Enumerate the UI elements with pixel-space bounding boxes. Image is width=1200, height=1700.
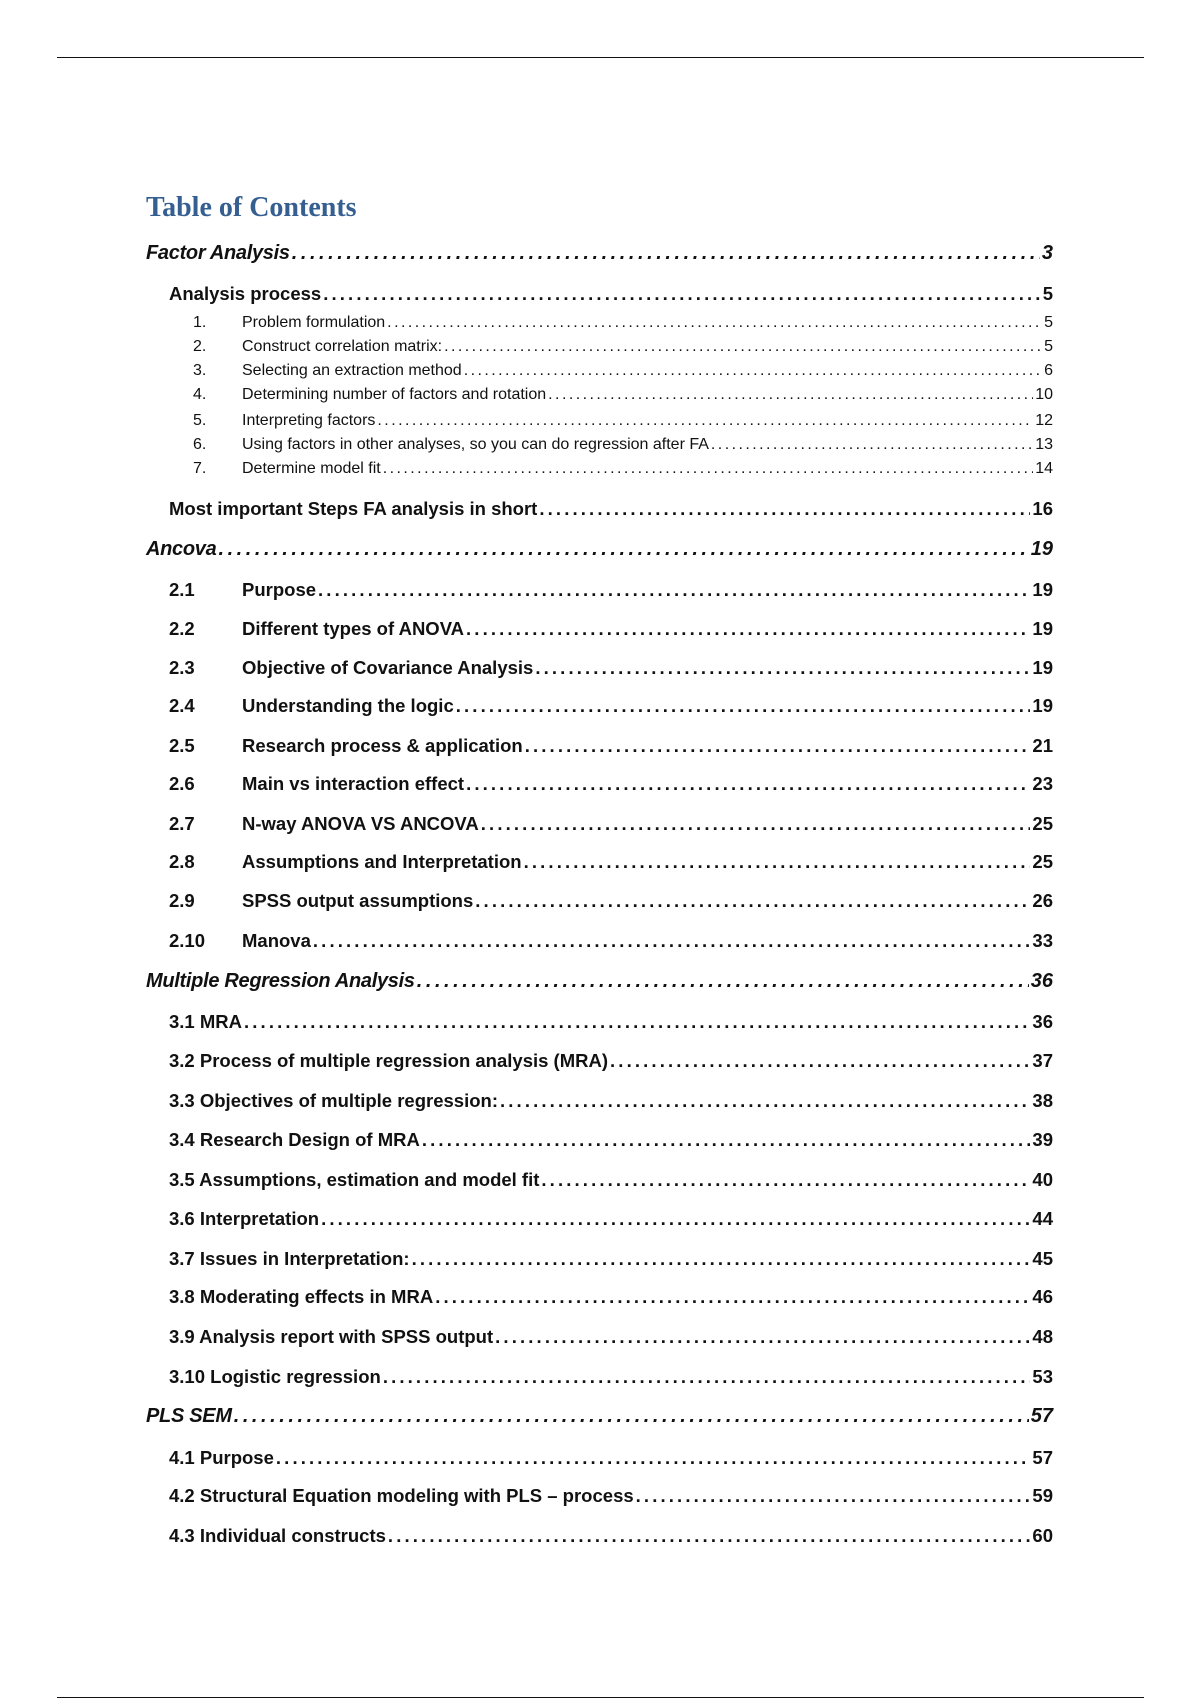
toc-entry-label: 3.8 Moderating effects in MRA — [169, 1286, 434, 1307]
toc-entry-page: 10 — [1035, 386, 1053, 403]
toc-entry-page: 12 — [1035, 412, 1053, 429]
toc-entry[interactable] — [169, 851, 1053, 875]
toc-entry-number: 2. — [193, 338, 207, 355]
toc-entry-label: Most important Steps FA analysis in short — [169, 498, 538, 519]
toc-entry[interactable] — [169, 1129, 1053, 1153]
toc-entry[interactable] — [193, 460, 1053, 480]
toc-entry-number: 4. — [193, 386, 207, 403]
toc-entry-label: Manova — [242, 930, 311, 951]
toc-entry-page: 25 — [1032, 813, 1053, 834]
dot-leader — [323, 283, 1041, 305]
toc-entry-label: Interpreting factors — [242, 412, 376, 429]
toc-entry-page: 19 — [1032, 579, 1053, 600]
toc-entry[interactable] — [169, 1011, 1053, 1035]
toc-entry-page: 6 — [1044, 362, 1053, 379]
dot-leader — [313, 930, 1031, 952]
dot-leader — [541, 1169, 1030, 1191]
toc-entry-number: 2.1 — [169, 579, 195, 600]
toc-entry-page: 16 — [1032, 498, 1053, 519]
toc-entry[interactable] — [146, 242, 1053, 268]
toc-entry-number: 2.4 — [169, 695, 195, 716]
toc-entry-label: Purpose — [242, 579, 317, 600]
dot-leader — [387, 314, 1042, 332]
dot-leader — [535, 657, 1030, 679]
toc-entry-page: 26 — [1032, 890, 1053, 911]
toc-entry[interactable] — [169, 1050, 1053, 1074]
toc-entry-page: 57 — [1030, 1405, 1053, 1427]
dot-leader — [276, 1447, 1031, 1469]
toc-entry[interactable] — [169, 930, 1053, 954]
toc-entry-label: Selecting an extraction method — [242, 362, 462, 379]
header-rule — [57, 57, 1144, 58]
toc-entry-label: 3.5 Assumptions, estimation and model fit — [169, 1169, 540, 1190]
toc-entry[interactable] — [193, 386, 1053, 406]
toc-entry-page: 13 — [1035, 436, 1053, 453]
toc-entry-page: 46 — [1032, 1286, 1053, 1307]
toc-entry[interactable] — [193, 436, 1053, 456]
toc-entry-label: 3.3 Objectives of multiple regression: — [169, 1090, 498, 1111]
toc-entry[interactable] — [193, 314, 1053, 334]
toc-entry[interactable] — [169, 1248, 1053, 1272]
toc-entry[interactable] — [169, 735, 1053, 759]
toc-entry-label: Different types of ANOVA — [242, 618, 465, 639]
toc-entry-label: Assumptions and Interpretation — [242, 851, 522, 872]
toc-entry-page: 59 — [1032, 1485, 1053, 1506]
toc-entry-page: 19 — [1030, 538, 1053, 560]
toc-entry-number: 7. — [193, 460, 207, 477]
toc-entry-page: 5 — [1042, 283, 1053, 304]
toc-entry-label: 3.9 Analysis report with SPSS output — [169, 1326, 494, 1347]
dot-leader — [539, 498, 1030, 520]
toc-entry[interactable] — [169, 618, 1053, 642]
toc-entry-label: Analysis process — [169, 283, 322, 304]
toc-entry-number: 5. — [193, 412, 207, 429]
toc-entry-label: 3.6 Interpretation — [169, 1208, 320, 1229]
toc-entry-page: 38 — [1032, 1090, 1053, 1111]
dot-leader — [636, 1485, 1031, 1507]
toc-entry-number: 1. — [193, 314, 207, 331]
toc-entry-label: PLS SEM — [146, 1405, 232, 1427]
toc-entry[interactable] — [193, 338, 1053, 358]
toc-entry-label: Research process & application — [242, 735, 523, 756]
toc-entry[interactable] — [169, 1286, 1053, 1310]
toc-entry[interactable] — [169, 1447, 1053, 1471]
toc-entry-page: 19 — [1032, 657, 1053, 678]
toc-entry-page: 36 — [1032, 1011, 1053, 1032]
toc-entry-number: 2.8 — [169, 851, 195, 872]
toc-entry-page: 3 — [1041, 242, 1053, 264]
toc-entry-label: 4.3 Individual constructs — [169, 1525, 386, 1546]
dot-leader — [388, 1525, 1031, 1547]
toc-entry-page: 5 — [1044, 314, 1053, 331]
toc-entry-label: 4.1 Purpose — [169, 1447, 274, 1468]
toc-entry-label: 3.2 Process of multiple regression analysis (MRA) — [169, 1050, 609, 1071]
dot-leader — [466, 618, 1030, 640]
toc-entry[interactable] — [169, 1208, 1053, 1232]
toc-entry[interactable] — [169, 813, 1053, 837]
dot-leader — [456, 695, 1031, 717]
toc-entry[interactable] — [169, 1525, 1053, 1549]
dot-leader — [481, 813, 1031, 835]
toc-entry-page: 44 — [1032, 1208, 1053, 1229]
toc-entry-number: 2.2 — [169, 618, 195, 639]
toc-entry-number: 6. — [193, 436, 207, 453]
dot-leader — [234, 1405, 1029, 1428]
dot-leader — [377, 412, 1033, 430]
toc-entry-label: Problem formulation — [242, 314, 386, 331]
toc-entry-label: Ancova — [146, 538, 217, 560]
toc-entry-page: 39 — [1032, 1129, 1053, 1150]
dot-leader — [321, 1208, 1030, 1230]
toc-entry-label: SPSS output assumptions — [242, 890, 474, 911]
toc-entry-page: 40 — [1032, 1169, 1053, 1190]
toc-entry[interactable] — [169, 1169, 1053, 1193]
dot-leader — [383, 460, 1033, 478]
toc-entry-number: 2.5 — [169, 735, 195, 756]
toc-entry-page: 53 — [1032, 1366, 1053, 1387]
dot-leader — [244, 1011, 1030, 1033]
toc-entry-label: Determine model fit — [242, 460, 381, 477]
toc-entry-label: Multiple Regression Analysis — [146, 970, 415, 992]
toc-entry-page: 48 — [1032, 1326, 1053, 1347]
dot-leader — [422, 1129, 1031, 1151]
dot-leader — [548, 386, 1033, 404]
toc-entry-number: 3. — [193, 362, 207, 379]
dot-leader — [711, 436, 1033, 454]
toc-entry-number: 2.9 — [169, 890, 195, 911]
toc-entry-page: 37 — [1032, 1050, 1053, 1071]
toc-entry-label: 3.7 Issues in Interpretation: — [169, 1248, 410, 1269]
toc-entry-number: 2.7 — [169, 813, 195, 834]
toc-entry[interactable] — [146, 970, 1053, 996]
toc-entry-page: 19 — [1032, 695, 1053, 716]
toc-entry-label: Determining number of factors and rotation — [242, 386, 547, 403]
toc-entry-page: 23 — [1032, 773, 1053, 794]
dot-leader — [525, 735, 1031, 757]
toc-entry-label: Construct correlation matrix: — [242, 338, 443, 355]
dot-leader — [292, 242, 1040, 265]
dot-leader — [218, 538, 1028, 561]
toc-entry[interactable] — [169, 498, 1053, 522]
toc-entry-page: 19 — [1032, 618, 1053, 639]
toc-entry-number: 2.10 — [169, 930, 206, 951]
toc-entry[interactable] — [169, 579, 1053, 603]
toc-entry-label: Understanding the logic — [242, 695, 454, 716]
toc-entry-page: 25 — [1032, 851, 1053, 872]
toc-entry[interactable] — [169, 283, 1053, 307]
toc-entry-page: 5 — [1044, 338, 1053, 355]
toc-entry-label: 3.1 MRA — [169, 1011, 242, 1032]
toc-entry[interactable] — [146, 1405, 1053, 1431]
toc-entry-page: 45 — [1032, 1248, 1053, 1269]
dot-leader — [412, 1248, 1031, 1270]
dot-leader — [318, 579, 1030, 601]
toc-entry-label: Using factors in other analyses, so you can do regression after FA — [242, 436, 709, 453]
dot-leader — [475, 890, 1030, 912]
toc-entry-label: Factor Analysis — [146, 242, 290, 264]
toc-entry[interactable] — [193, 412, 1053, 432]
footer-rule — [57, 1697, 1144, 1698]
toc-entry[interactable] — [169, 1326, 1053, 1350]
toc-entry[interactable] — [169, 1485, 1053, 1509]
toc-entry-label: Main vs interaction effect — [242, 773, 465, 794]
dot-leader — [466, 773, 1030, 795]
toc-entry-page: 33 — [1032, 930, 1053, 951]
toc-entry-label: 3.10 Logistic regression — [169, 1366, 381, 1387]
dot-leader — [524, 851, 1031, 873]
toc-entry[interactable] — [169, 890, 1053, 914]
toc-entry-page: 21 — [1032, 735, 1053, 756]
toc-entry-number: 2.6 — [169, 773, 195, 794]
toc-entry[interactable] — [169, 1090, 1053, 1114]
toc-entry[interactable] — [146, 538, 1053, 564]
toc-entry-label: 3.4 Research Design of MRA — [169, 1129, 420, 1150]
toc-entry[interactable] — [169, 1366, 1053, 1390]
toc-entry-label: 4.2 Structural Equation modeling with PLS – process — [169, 1485, 634, 1506]
dot-leader — [435, 1286, 1030, 1308]
toc-entry-label: Objective of Covariance Analysis — [242, 657, 534, 678]
toc-entry-label: N-way ANOVA VS ANCOVA — [242, 813, 479, 834]
dot-leader — [383, 1366, 1031, 1388]
toc-entry[interactable] — [169, 773, 1053, 797]
toc-entry-page: 14 — [1035, 460, 1053, 477]
toc-entry-number: 2.3 — [169, 657, 195, 678]
toc-title: Table of Contents — [146, 192, 357, 223]
dot-leader — [610, 1050, 1030, 1072]
toc-entry-page: 36 — [1030, 970, 1053, 992]
dot-leader — [464, 362, 1042, 380]
dot-leader — [500, 1090, 1030, 1112]
dot-leader — [444, 338, 1042, 356]
toc-entry[interactable] — [169, 695, 1053, 719]
toc-entry-page: 60 — [1032, 1525, 1053, 1546]
toc-entry[interactable] — [193, 362, 1053, 382]
toc-entry[interactable] — [169, 657, 1053, 681]
toc-entry-page: 57 — [1032, 1447, 1053, 1468]
dot-leader — [417, 970, 1029, 993]
dot-leader — [495, 1326, 1030, 1348]
